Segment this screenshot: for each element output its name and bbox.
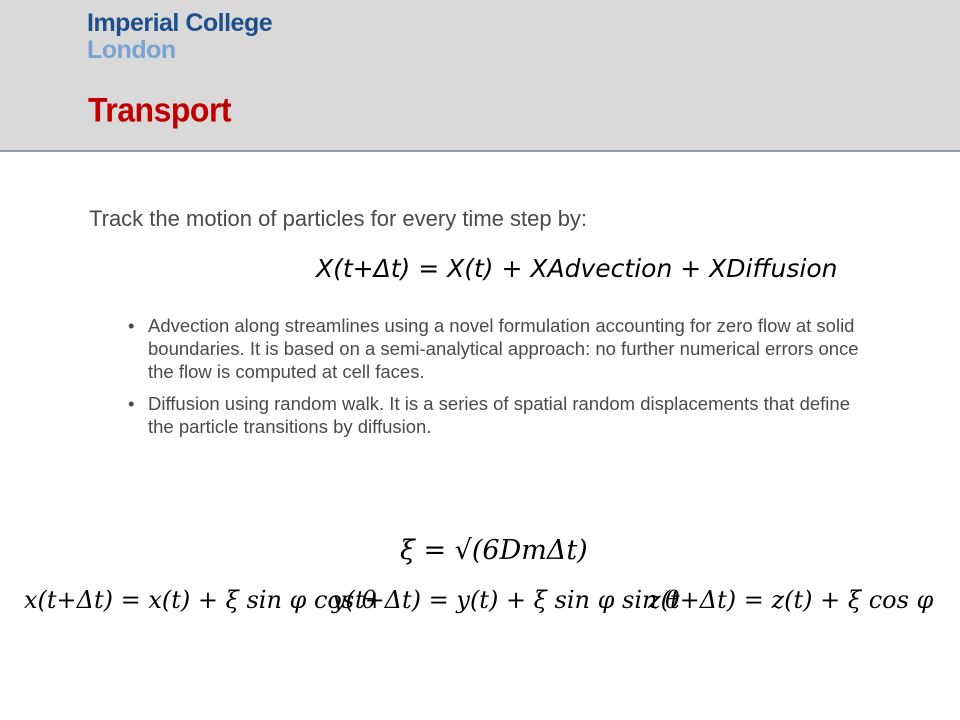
logo-line-1: Imperial College [87,9,273,37]
equation-z-update: z(t+Δt) = z(t) + ξ cos φ [648,586,934,614]
slide-header [0,0,960,152]
imperial-college-logo [87,11,272,63]
intro-text: Track the motion of particles for every time step by: [89,206,588,231]
bullet-list [128,314,868,447]
bullet-dot: • [128,315,135,336]
bullet-diffusion [128,392,868,438]
equation-main: X(t+Δt) = X(t) + XAdvection + XDiffusion [316,254,838,283]
equation-xi: ξ = √(6DmΔt) [400,535,588,566]
bullet-dot: • [128,393,135,414]
bullet-diffusion-text: Diffusion using random walk. It is a series of spatial random displacements that define the particle transitions by diffusion. [148,393,850,437]
equation-y-update: y(t+Δt) = y(t) + ξ sin φ sin θ [332,586,680,614]
bullet-advection-text: Advection along streamlines using a novel formulation accounting for zero flow at solid boundaries. It is based on a semi-analytical approach: no further numerical errors once the flow is computed at cell faces. [148,315,859,382]
slide-title: Transport [88,90,232,129]
bullet-advection [128,314,868,383]
logo-line-2: London [87,36,176,64]
equation-x-update: x(t+Δt) = x(t) + ξ sin φ cos θ [24,586,377,614]
